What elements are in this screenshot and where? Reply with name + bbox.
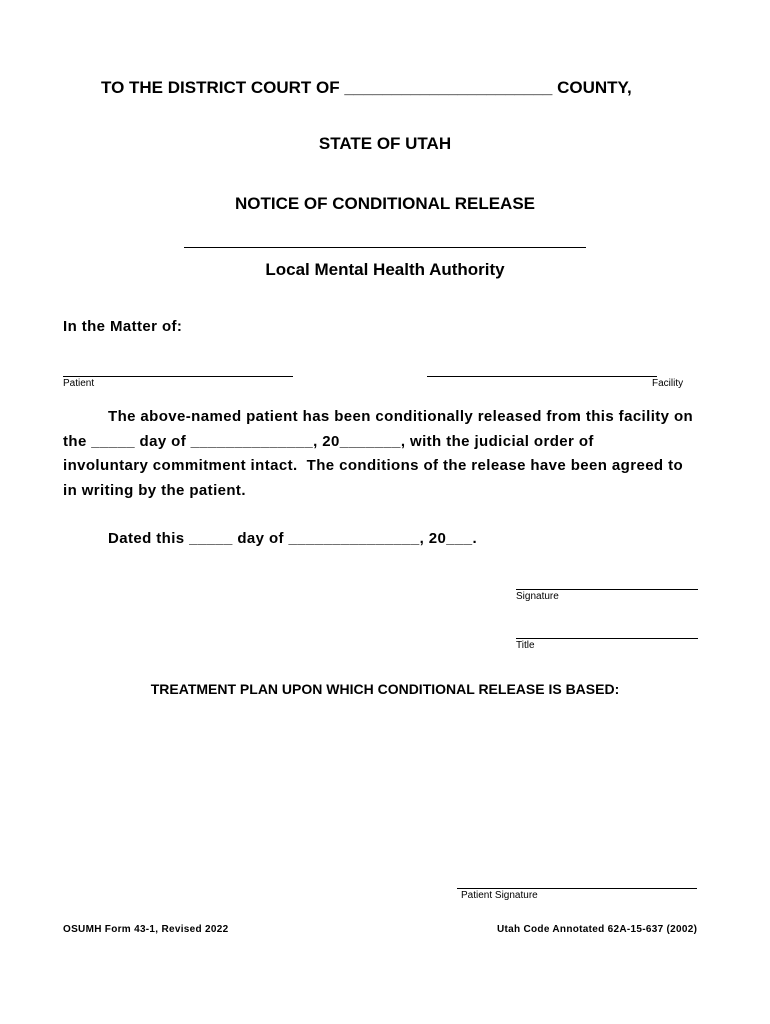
facility-label: Facility (652, 378, 684, 389)
matter-heading: In the Matter of: (63, 318, 183, 335)
court-line: TO THE DISTRICT COURT OF ______________________ COUNTY, (101, 78, 632, 97)
body-line-3: involuntary commitment intact. The conditions of the release have been agreed to (63, 457, 684, 474)
body-line-1: The above-named patient has been conditionally released from this facility on (108, 408, 694, 425)
title-label: Title (516, 640, 535, 651)
authority-label: Local Mental Health Authority (265, 260, 505, 279)
body-line-4: in writing by the patient. (63, 482, 246, 499)
notice-title: NOTICE OF CONDITIONAL RELEASE (234, 194, 536, 213)
signature-blank-line[interactable] (516, 589, 698, 590)
form-id: OSUMH Form 43-1, Revised 2022 (63, 924, 229, 935)
patient-label: Patient (63, 378, 95, 389)
patient-blank-line[interactable] (63, 376, 293, 377)
patient-signature-label: Patient Signature (461, 890, 538, 901)
title-blank-line[interactable] (516, 638, 698, 639)
state-line: STATE OF UTAH (318, 134, 452, 153)
code-reference: Utah Code Annotated 62A-15-637 (2002) (497, 924, 698, 935)
authority-blank-line[interactable] (184, 247, 586, 248)
signature-label: Signature (516, 591, 559, 602)
facility-blank-line[interactable] (427, 376, 657, 377)
body-line-2: the _____ day of ______________, 20_______, with the judicial order of (63, 433, 594, 450)
patient-signature-blank-line[interactable] (457, 888, 697, 889)
dated-line: Dated this _____ day of _______________, 20___. (108, 530, 478, 547)
treatment-heading: TREATMENT PLAN UPON WHICH CONDITIONAL RELEASE IS BASED: (150, 681, 620, 697)
